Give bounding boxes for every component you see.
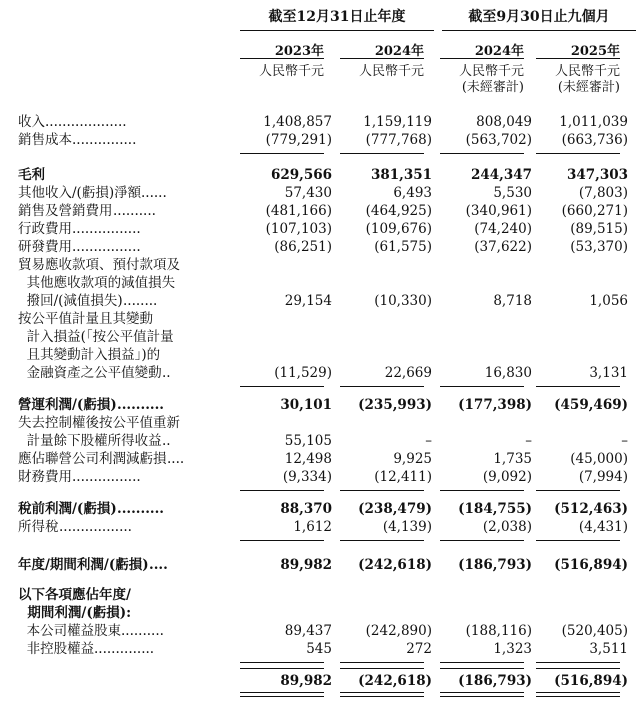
year-col-1: 2023年 [274, 44, 324, 59]
row-value: (520,405) [561, 623, 628, 639]
row-value: (53,370) [570, 239, 628, 255]
row-value: 1,408,857 [263, 114, 332, 130]
subtotal-rule [536, 386, 620, 387]
year-col-2: 2024年 [374, 44, 424, 59]
row-value: (779,291) [265, 132, 332, 148]
row-value: (563,702) [465, 132, 532, 148]
row-leader-dots: .... [167, 451, 185, 467]
row-label: 所得稅 [18, 519, 59, 535]
row-value: (242,618) [358, 557, 432, 573]
subtotal-rule [440, 490, 524, 491]
row-value: (516,894) [554, 557, 628, 573]
row-value: (9,092) [482, 469, 532, 485]
table-row [18, 202, 628, 220]
row-leader-dots: ........ [123, 293, 158, 309]
row-value: (4,431) [578, 519, 628, 535]
table-row [18, 346, 628, 364]
row-value: (663,736) [561, 132, 628, 148]
subtotal-rule [240, 153, 324, 154]
unit-col-1: 人民幣千元 [258, 64, 324, 79]
row-value: 1,612 [293, 519, 332, 535]
total-top-rule [536, 668, 620, 669]
total-top-rule [340, 668, 424, 669]
row-value: 629,566 [270, 167, 332, 183]
table-row [18, 256, 628, 274]
table-row [18, 131, 628, 149]
row-value: (512,463) [554, 501, 628, 517]
subtotal-rule [536, 490, 620, 491]
row-leader-dots: ............... [72, 132, 137, 148]
row-label: 銷售及營銷費用 [18, 203, 113, 219]
table-row [18, 586, 628, 604]
total-double-rule [340, 692, 424, 697]
table-row [18, 310, 628, 328]
row-label: 收入 [18, 114, 45, 130]
row-value: 272 [406, 641, 432, 657]
subtotal-rule [536, 662, 620, 663]
row-value: (89,515) [570, 221, 628, 237]
row-value: 9,925 [393, 451, 432, 467]
row-label: 銷售成本 [18, 132, 72, 148]
table-row [18, 500, 628, 518]
row-value: (516,894) [554, 673, 628, 689]
unit-col-4: 人民幣千元 [554, 64, 620, 79]
row-value: 5,530 [493, 185, 532, 201]
row-value: (10,330) [374, 293, 432, 309]
row-value: 347,303 [566, 167, 628, 183]
row-value: (242,618) [358, 673, 432, 689]
row-leader-dots: .......... [121, 623, 164, 639]
row-value: 1,323 [493, 641, 532, 657]
row-label: 計入損益(「按公平值計量 [18, 329, 174, 345]
subtotal-rule [240, 540, 324, 541]
unit-col-3: 人民幣千元 [458, 64, 524, 79]
row-value: 8,718 [493, 293, 532, 309]
row-label: 計量餘下股權所得收益 [18, 433, 162, 449]
row-leader-dots: .............. [94, 641, 155, 657]
row-value: (12,411) [374, 469, 432, 485]
header-group-nine-months: 截至9月30日止九個月 [468, 9, 610, 25]
row-value: 545 [306, 641, 332, 657]
table-row [18, 432, 628, 450]
row-label: 按公平值計量且其變動 [18, 311, 153, 327]
row-value: (481,166) [265, 203, 332, 219]
row-value: (186,793) [458, 673, 532, 689]
row-leader-dots: ................ [72, 221, 141, 237]
row-value: 55,105 [284, 433, 332, 449]
row-value: – [525, 433, 532, 449]
row-value: (107,103) [265, 221, 332, 237]
row-leader-dots: .. [162, 365, 171, 381]
subtotal-rule [536, 540, 620, 541]
row-value: (74,240) [474, 221, 532, 237]
row-value: (184,755) [458, 501, 532, 517]
row-label: 營運利潤/(虧損) [18, 397, 117, 413]
subtotal-rule [440, 662, 524, 663]
row-value: 1,011,039 [559, 114, 628, 130]
row-value: (2,038) [482, 519, 532, 535]
table-row [18, 556, 628, 574]
row-value: 1,735 [493, 451, 532, 467]
subtotal-rule [340, 540, 424, 541]
row-value: (186,793) [458, 557, 532, 573]
row-value: 57,430 [284, 185, 332, 201]
table-row [18, 672, 628, 690]
total-top-rule [240, 668, 324, 669]
row-value: 30,101 [280, 397, 332, 413]
subtotal-rule [240, 490, 324, 491]
row-value: 29,154 [284, 293, 332, 309]
table-row [18, 622, 628, 640]
row-value: (777,768) [365, 132, 432, 148]
total-double-rule [536, 692, 620, 697]
row-value: (9,334) [282, 469, 332, 485]
header-rule-2 [442, 30, 636, 31]
subtotal-rule [340, 386, 424, 387]
row-leader-dots: .......... [117, 397, 164, 413]
row-label: 行政費用 [18, 221, 72, 237]
year-col-3: 2024年 [474, 44, 524, 59]
row-value: (7,803) [578, 185, 628, 201]
row-value: 88,370 [280, 501, 332, 517]
row-value: 1,056 [589, 293, 628, 309]
row-label: 失去控制權後按公平值重新 [18, 415, 180, 431]
table-row [18, 113, 628, 131]
row-value: (4,139) [382, 519, 432, 535]
row-value: – [425, 433, 432, 449]
row-value: 89,437 [284, 623, 332, 639]
row-value: 808,049 [476, 114, 532, 130]
row-value: (37,622) [474, 239, 532, 255]
row-label: 毛利 [18, 167, 45, 183]
row-value: (464,925) [365, 203, 432, 219]
row-label: 金融資產之公平值變動 [18, 365, 162, 381]
row-value: 381,351 [370, 167, 432, 183]
row-leader-dots: .......... [117, 501, 164, 517]
row-value: 16,830 [484, 365, 532, 381]
row-value: – [621, 433, 628, 449]
subtotal-rule [440, 386, 524, 387]
subtotal-rule [536, 153, 620, 154]
row-leader-dots: ...... [141, 185, 167, 201]
row-label: 年度/期間利潤/(虧損) [18, 557, 149, 573]
year-rule-3 [440, 58, 524, 59]
row-value: (242,890) [365, 623, 432, 639]
row-label: 期間利潤/(虧損): [18, 605, 132, 621]
year-col-4: 2025年 [570, 44, 620, 59]
row-value: 89,982 [280, 673, 332, 689]
row-label: 財務費用 [18, 469, 72, 485]
unaudited-col-3: (未經審計) [461, 80, 524, 95]
row-label: 研發費用 [18, 239, 72, 255]
row-value: (61,575) [374, 239, 432, 255]
table-row [18, 396, 628, 414]
row-value: (660,271) [561, 203, 628, 219]
row-value: (177,398) [458, 397, 532, 413]
table-row [18, 328, 628, 346]
table-row [18, 604, 628, 622]
table-row [18, 184, 628, 202]
subtotal-rule [440, 540, 524, 541]
subtotal-rule [340, 153, 424, 154]
table-row [18, 468, 628, 486]
row-value: 244,347 [470, 167, 532, 183]
row-label: 稅前利潤/(虧損) [18, 501, 117, 517]
table-row [18, 450, 628, 468]
row-value: (45,000) [570, 451, 628, 467]
row-label: 非控股權益 [18, 641, 95, 657]
year-rule-2 [340, 58, 424, 59]
row-leader-dots: .......... [113, 203, 156, 219]
table-row [18, 238, 628, 256]
row-leader-dots: .. [162, 433, 171, 449]
header-rule-1 [240, 30, 434, 31]
table-row [18, 220, 628, 238]
row-value: (86,251) [274, 239, 332, 255]
row-leader-dots: ................ [72, 239, 141, 255]
subtotal-rule [440, 153, 524, 154]
row-label: 撥回/(減值損失) [18, 293, 123, 309]
row-label: 以下各項應佔年度/ [18, 587, 131, 603]
row-value: (109,676) [365, 221, 432, 237]
total-top-rule [440, 668, 524, 669]
subtotal-rule [340, 490, 424, 491]
unit-col-2: 人民幣千元 [358, 64, 424, 79]
total-double-rule [440, 692, 524, 697]
row-value: 12,498 [284, 451, 332, 467]
row-value: 22,669 [384, 365, 432, 381]
year-rule-1 [240, 58, 324, 59]
table-row [18, 518, 628, 536]
row-value: (11,529) [274, 365, 332, 381]
table-row [18, 640, 628, 658]
row-value: (188,116) [465, 623, 532, 639]
table-row [18, 166, 628, 184]
table-row [18, 364, 628, 382]
total-double-rule [240, 692, 324, 697]
row-leader-dots: .... [149, 557, 168, 573]
row-value: (340,961) [465, 203, 532, 219]
table-row [18, 274, 628, 292]
row-value: 3,131 [589, 365, 628, 381]
row-label: 其他收入/(虧損)淨額 [18, 185, 142, 201]
row-label: 貿易應收款項、預付款項及 [18, 257, 180, 273]
subtotal-rule [240, 386, 324, 387]
header-group-year: 截至12月31日止年度 [268, 9, 406, 25]
unaudited-col-4: (未經審計) [557, 80, 620, 95]
row-leader-dots: ................. [59, 519, 132, 535]
row-value: 6,493 [393, 185, 432, 201]
row-label: 且其變動計入損益」)的 [18, 347, 161, 363]
row-value: (238,479) [358, 501, 432, 517]
row-leader-dots: ................... [45, 114, 127, 130]
table-row [18, 292, 628, 310]
row-label: 其他應收款項的減值損失 [18, 275, 176, 291]
table-row [18, 414, 628, 432]
row-value: (235,993) [358, 397, 432, 413]
row-value: 1,159,119 [363, 114, 432, 130]
subtotal-rule [240, 662, 324, 663]
row-value: (7,994) [578, 469, 628, 485]
row-label: 本公司權益股東 [18, 623, 122, 639]
row-label: 應佔聯營公司利潤減虧損 [18, 451, 167, 467]
subtotal-rule [340, 662, 424, 663]
row-value: 89,982 [280, 557, 332, 573]
row-leader-dots: ................ [72, 469, 141, 485]
row-value: 3,511 [589, 641, 628, 657]
row-value: (459,469) [554, 397, 628, 413]
year-rule-4 [536, 58, 620, 59]
